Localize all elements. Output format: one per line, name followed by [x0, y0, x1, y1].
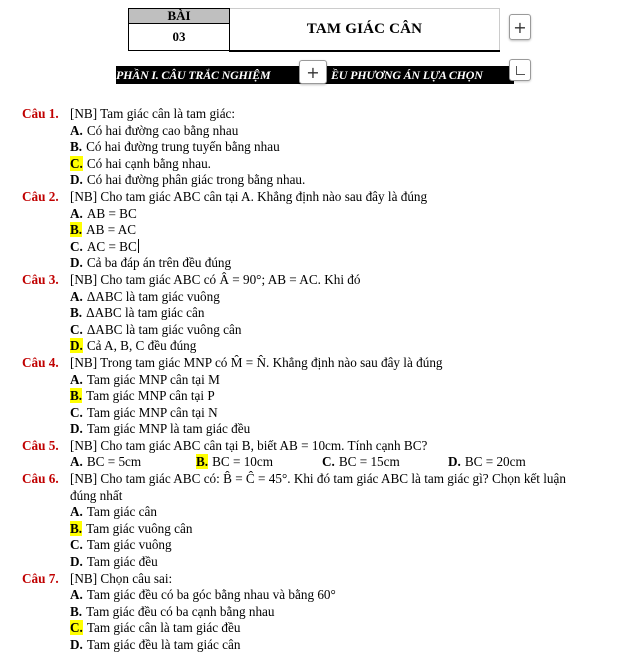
option-text: Tam giác MNP cân tại N [86, 404, 218, 420]
plus-icon: + [513, 17, 527, 37]
answer-option [70, 172, 305, 189]
option-text: AB = AC [86, 222, 137, 238]
option-text: Tam giác cân là tam giác đều [86, 620, 241, 636]
option-text: Tam giác MNP cân tại P [86, 388, 215, 404]
question-line [0, 272, 621, 289]
answer-option [70, 405, 218, 422]
section-heading-right: ỀU PHƯƠNG ÁN LỰA CHỌN [331, 68, 483, 82]
lesson-header [128, 8, 500, 52]
answer-option-line [0, 504, 621, 521]
question-line [0, 355, 621, 372]
answer-option-line [0, 172, 621, 189]
option-letter: B. [70, 388, 83, 404]
option-letter: C. [322, 454, 335, 470]
option-letter: B. [70, 520, 83, 536]
answer-option [70, 338, 196, 355]
question-text: [NB] Cho tam giác ABC có: B̂ = Ĉ = 45°. Khi đó tam giác ABC là tam giác gì? Chọn kết luận [70, 471, 566, 487]
answer-option [70, 620, 240, 637]
option-text: Tam giác cân [86, 504, 157, 520]
answer-option-line [0, 322, 621, 339]
option-text: Có hai đường trung tuyến bằng nhau [86, 139, 280, 155]
question-line [0, 438, 621, 455]
option-letter: C. [70, 404, 83, 420]
answer-option [70, 388, 215, 405]
question-number: Câu 4. [22, 354, 59, 370]
option-text: AB = BC [86, 205, 137, 221]
question-text: [NB] Trong tam giác MNP có M̂ = N̂. Khẳng định nào sau đây là đúng [70, 354, 443, 370]
option-letter: B. [70, 139, 83, 155]
answer-option-line [0, 372, 621, 389]
options-row [0, 454, 621, 471]
lesson-label: BÀI [129, 9, 229, 24]
answer-option [70, 521, 192, 538]
question-number: Câu 3. [22, 271, 59, 287]
option-text: BC = 5cm [86, 454, 142, 470]
option-text: Cả ba đáp án trên đều đúng [86, 255, 232, 271]
option-letter: C. [70, 620, 83, 636]
option-letter: B. [70, 305, 83, 321]
answer-option [70, 537, 172, 554]
option-text: ΔABC là tam giác vuông cân [86, 321, 242, 337]
question-line [0, 571, 621, 588]
option-text: ΔABC là tam giác cân [86, 305, 205, 321]
question-text: [NB] Chọn câu sai: [70, 570, 173, 586]
question-number: Câu 1. [22, 106, 59, 121]
option-text: Tam giác đều có ba góc bằng nhau và bằng 60° [86, 587, 336, 603]
answer-option-line [0, 554, 621, 571]
option-letter: C. [70, 155, 83, 171]
answer-option-line [0, 405, 621, 422]
answer-option [70, 305, 204, 322]
option-letter: C. [70, 321, 83, 337]
table-handle-icon[interactable] [509, 59, 531, 81]
plus-icon: + [306, 62, 320, 82]
option-text: Tam giác đều là tam giác cân [86, 637, 241, 652]
answer-option-line [0, 239, 621, 256]
option-letter: D. [70, 338, 83, 354]
answer-option-line [0, 620, 621, 637]
option-letter: C. [70, 238, 83, 254]
answer-option-line [0, 587, 621, 604]
option-letter: A. [70, 504, 83, 520]
answer-option-line [0, 338, 621, 355]
answer-option-line [0, 305, 621, 322]
answer-option [70, 554, 158, 571]
section-heading-left: PHẦN I. CÂU TRẮC NGHIỆM [116, 68, 271, 82]
option-text: Tam giác MNP là tam giác đều [86, 421, 251, 437]
option-text: ΔABC là tam giác vuông [86, 288, 220, 304]
option-letter: D. [70, 172, 83, 188]
answer-option [70, 322, 241, 339]
option-text: Tam giác MNP cân tại M [86, 371, 220, 387]
option-text: Cả A, B, C đều đúng [86, 338, 197, 354]
option-letter: A. [70, 122, 83, 138]
option-text: BC = 20cm [464, 454, 526, 470]
option-letter: A. [70, 454, 83, 470]
option-letter: D. [70, 637, 83, 652]
option-text: Có hai đường phân giác trong bằng nhau. [86, 172, 306, 188]
option-letter: D. [70, 421, 83, 437]
answer-option-line [0, 123, 621, 140]
answer-option [70, 454, 141, 471]
option-text: Có hai đường cao bằng nhau [86, 122, 239, 138]
option-letter: B. [70, 603, 83, 619]
option-text: Tam giác vuông cân [86, 520, 193, 536]
answer-option-line [0, 289, 621, 306]
answer-option [70, 289, 220, 306]
question-number: Câu 5. [22, 437, 59, 453]
option-text: Tam giác vuông [86, 537, 172, 553]
answer-option-line [0, 206, 621, 223]
answer-option [70, 504, 157, 521]
question-number: Câu 7. [22, 570, 59, 586]
answer-option-line [0, 139, 621, 156]
option-letter: A. [70, 205, 83, 221]
answer-option [70, 255, 231, 272]
answer-option [70, 421, 250, 438]
question-line [0, 189, 621, 206]
insert-table-button[interactable] [299, 60, 327, 84]
question-line [0, 471, 621, 488]
question-line-continued [0, 488, 621, 505]
question-list [0, 106, 621, 654]
answer-option-line [0, 388, 621, 405]
answer-option-line [0, 604, 621, 621]
answer-option [70, 222, 136, 239]
option-letter: C. [70, 537, 83, 553]
lesson-title: TAM GIÁC CÂN [230, 9, 500, 51]
answer-option [70, 139, 280, 156]
question-text: [NB] Tam giác cân là tam giác: [70, 106, 236, 121]
option-text: BC = 15cm [338, 454, 400, 470]
add-row-button[interactable] [509, 14, 531, 40]
answer-option [70, 587, 336, 604]
option-letter: D. [70, 554, 83, 570]
answer-option [70, 123, 238, 140]
question-text: [NB] Cho tam giác ABC cân tại B, biết AB = 10cm. Tính cạnh BC? [70, 437, 428, 453]
option-text: Có hai cạnh bằng nhau. [86, 155, 211, 171]
answer-option-line [0, 521, 621, 538]
question-text: [NB] Cho tam giác ABC có Â = 90°; AB = AC. Khi đó [70, 271, 361, 287]
answer-option-line [0, 156, 621, 173]
option-text: BC = 10cm [212, 454, 274, 470]
option-letter: A. [70, 371, 83, 387]
answer-option-line [0, 255, 621, 272]
answer-option [70, 637, 240, 654]
answer-option [322, 454, 400, 471]
option-text: Tam giác đều có ba cạnh bằng nhau [86, 603, 275, 619]
answer-option-line [0, 637, 621, 654]
option-letter: B. [196, 454, 209, 470]
lesson-number-cell [129, 9, 230, 51]
question-number: Câu 6. [22, 471, 59, 487]
answer-option-line [0, 222, 621, 239]
question-text: [NB] Cho tam giác ABC cân tại A. Khẳng định nào sau đây là đúng [70, 188, 428, 204]
option-text: Tam giác đều [86, 554, 158, 570]
lesson-number: 03 [172, 29, 186, 44]
question-text-continued: đúng nhất [70, 487, 123, 503]
answer-option [70, 239, 139, 256]
text-cursor [138, 239, 140, 253]
question-line [0, 106, 621, 123]
answer-option-line [0, 537, 621, 554]
option-letter: D. [448, 454, 461, 470]
answer-option [196, 454, 273, 471]
answer-option [70, 206, 137, 223]
option-text: AC = BC [86, 238, 137, 254]
answer-option [70, 604, 274, 621]
answer-option [70, 156, 211, 173]
option-letter: B. [70, 222, 83, 238]
option-letter: A. [70, 587, 83, 603]
answer-option [70, 372, 220, 389]
option-letter: A. [70, 288, 83, 304]
answer-option-line [0, 421, 621, 438]
answer-option [448, 454, 526, 471]
option-letter: D. [70, 255, 83, 271]
question-number: Câu 2. [22, 188, 59, 204]
